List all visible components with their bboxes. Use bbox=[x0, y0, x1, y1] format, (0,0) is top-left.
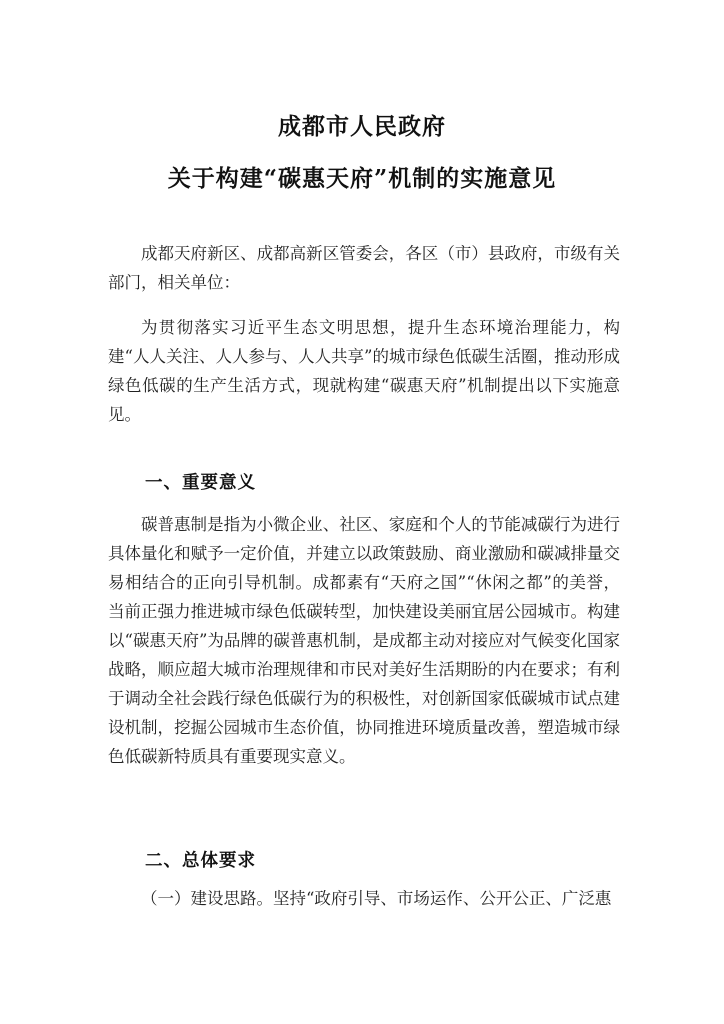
document-title-line2: 关于构建“碳惠天府”机制的实施意见 bbox=[167, 165, 557, 192]
intro-paragraph: 为贯彻落实习近平生态文明思想，提升生态环境治理能力，构建“人人关注、人人参与、人人共享”的城市绿色低碳生活圈，推动形成绿色低碳的生产生活方式，现就构建“碳惠天府”机制提出以下实施意见。 bbox=[108, 318, 620, 424]
document-title-line1: 成都市人民政府 bbox=[278, 113, 446, 140]
section2-heading: 二、总体要求 bbox=[145, 851, 256, 871]
section2-paragraph: （一）建设思路。坚持“政府引导、市场运作、公开公正、广泛惠 bbox=[141, 889, 612, 908]
section1-paragraph: 碳普惠制是指为小微企业、社区、家庭和个人的节能减碳行为进行具体量化和赋予一定价值，并建立以政策鼓励、商业激励和碳减排量交易相结合的正向引导机制。成都素有“天府之国”“休闲之都”的美誉，当前正强力推进城市绿色低碳转型，加快建设美丽宜居公园城市。构建以“碳惠天府”为品牌的碳普惠机制，是成都主动对接应对气候变化国家战略，顺应超大城市治理规律和市民对美好生活期盼的内在要求；有利于调动全社会践行绿色低碳行为的积极性，对创新国家低碳城市试点建设机制，挖掘公园城市生态价值，协同推进环境质量改善，塑造城市绿色低碳新特质具有重要现实意义。 bbox=[108, 515, 620, 766]
addressee-paragraph: 成都天府新区、成都高新区管委会，各区（市）县政府，市级有关部门，相关单位： bbox=[108, 244, 620, 292]
section1-heading: 一、重要意义 bbox=[145, 473, 256, 493]
